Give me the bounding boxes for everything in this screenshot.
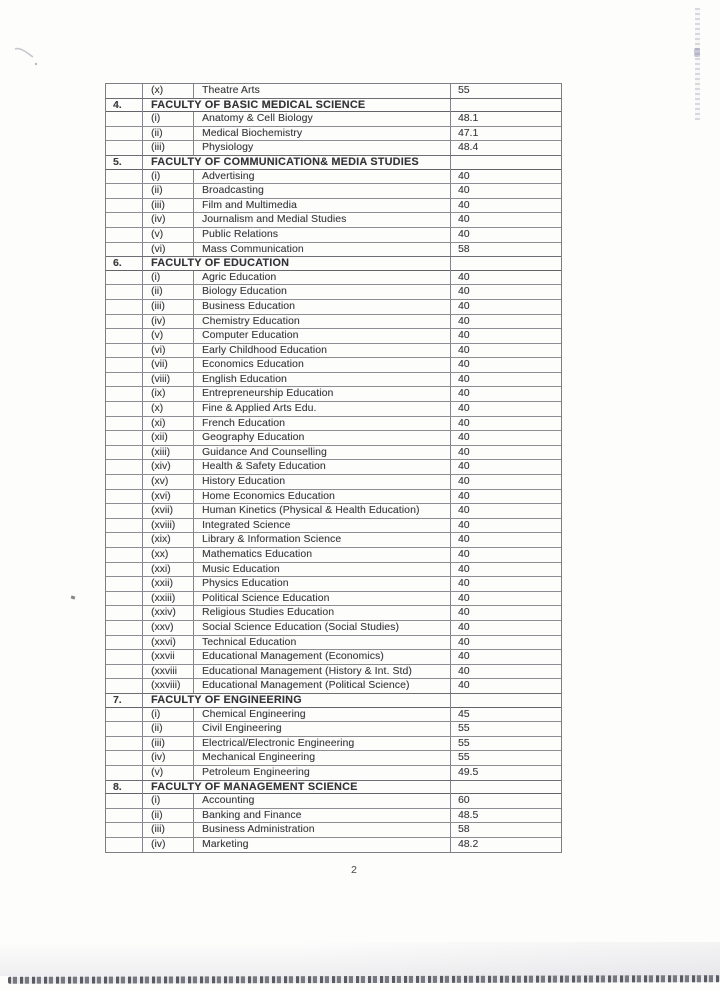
department-row <box>106 751 561 766</box>
cutoff-score <box>451 694 563 708</box>
cutoff-score: 40 <box>458 330 470 342</box>
cutoff-marks-table <box>105 83 562 853</box>
department-name: Entrepreneurship Education <box>194 387 451 401</box>
cutoff-score: 40 <box>458 636 470 648</box>
department-row <box>106 315 561 330</box>
cutoff-score: 40 <box>458 271 470 283</box>
cutoff-score: 40 <box>458 534 470 546</box>
department-row <box>106 592 561 607</box>
department-name: Technical Education <box>194 636 451 650</box>
serial-number <box>106 592 143 606</box>
department-row <box>106 708 561 723</box>
serial-number <box>106 722 143 736</box>
serial-number <box>106 285 143 299</box>
department-numeral: (viii) <box>143 373 194 387</box>
department-name: History Education <box>194 475 451 489</box>
department-name: Guidance And Counselling <box>194 446 451 460</box>
department-name: Early Childhood Education <box>194 344 451 358</box>
serial-number <box>106 112 143 126</box>
faculty-row <box>106 98 561 113</box>
cutoff-score <box>451 781 563 795</box>
department-row <box>106 170 561 185</box>
serial-number <box>106 170 143 184</box>
faculty-name: FACULTY OF EDUCATION <box>143 257 451 271</box>
serial-number <box>106 84 143 98</box>
cutoff-score: 40 <box>458 592 470 604</box>
cutoff-score: 40 <box>458 446 470 458</box>
serial-number <box>106 446 143 460</box>
serial-number: 6. <box>106 257 143 271</box>
cutoff-score <box>451 257 563 271</box>
serial-number <box>106 417 143 431</box>
department-numeral: (ii) <box>143 722 194 736</box>
department-name: Broadcasting <box>194 184 451 198</box>
department-numeral: (v) <box>143 766 194 780</box>
scan-edge-band <box>8 975 720 983</box>
department-numeral: (vi) <box>143 344 194 358</box>
department-name: Banking and Finance <box>194 809 451 823</box>
cutoff-score: 40 <box>458 373 470 385</box>
serial-number <box>106 809 143 823</box>
faculty-name: FACULTY OF ENGINEERING <box>143 694 451 708</box>
serial-number <box>106 373 143 387</box>
serial-number <box>106 431 143 445</box>
serial-number <box>106 548 143 562</box>
department-row <box>106 794 561 809</box>
department-row <box>106 373 561 388</box>
department-name: Marketing <box>194 838 451 853</box>
cutoff-score: 40 <box>458 578 470 590</box>
department-name: Chemistry Education <box>194 315 451 329</box>
cutoff-score: 40 <box>458 607 470 619</box>
serial-number <box>106 271 143 285</box>
department-name: Agric Education <box>194 271 451 285</box>
serial-number: 4. <box>106 99 143 113</box>
department-row <box>106 504 561 519</box>
department-numeral: (xvii) <box>143 504 194 518</box>
serial-number <box>106 665 143 679</box>
department-numeral: (xvi) <box>143 490 194 504</box>
department-name: Physiology <box>194 141 451 155</box>
department-numeral: (xxv) <box>143 621 194 635</box>
serial-number <box>106 228 143 242</box>
serial-number <box>106 823 143 837</box>
cutoff-score: 40 <box>458 476 470 488</box>
department-numeral: (i) <box>143 708 194 722</box>
cutoff-score: 47.1 <box>458 127 479 139</box>
department-numeral: (i) <box>143 271 194 285</box>
department-row <box>106 184 561 199</box>
serial-number <box>106 243 143 257</box>
cutoff-score: 40 <box>458 417 470 429</box>
department-numeral: (ii) <box>143 127 194 141</box>
cutoff-score: 40 <box>458 680 470 692</box>
department-row <box>106 577 561 592</box>
department-name: Human Kinetics (Physical & Health Education) <box>194 504 451 518</box>
department-row <box>106 636 561 651</box>
department-name: Public Relations <box>194 228 451 242</box>
serial-number <box>106 636 143 650</box>
department-name: Mathematics Education <box>194 548 451 562</box>
department-numeral: (ii) <box>143 809 194 823</box>
department-name: Mechanical Engineering <box>194 751 451 765</box>
cutoff-score: 60 <box>458 795 470 807</box>
department-name: Anatomy & Cell Biology <box>194 112 451 126</box>
department-row <box>106 431 561 446</box>
department-numeral: (xiii) <box>143 446 194 460</box>
serial-number <box>106 766 143 780</box>
serial-number: 8. <box>106 781 143 795</box>
department-name: Political Science Education <box>194 592 451 606</box>
department-name: Accounting <box>194 794 451 808</box>
department-name: Civil Engineering <box>194 722 451 736</box>
department-numeral: (vi) <box>143 243 194 257</box>
department-numeral: (iv) <box>143 213 194 227</box>
department-name: Social Science Education (Social Studies) <box>194 621 451 635</box>
cutoff-score: 40 <box>458 359 470 371</box>
department-name: Library & Information Science <box>194 533 451 547</box>
department-name: Health & Safety Education <box>194 460 451 474</box>
department-row <box>106 766 561 781</box>
department-row <box>106 112 561 127</box>
serial-number <box>106 751 143 765</box>
department-numeral: (xx) <box>143 548 194 562</box>
scan-shadow-bottom <box>0 942 720 976</box>
cutoff-score: 58 <box>458 243 470 255</box>
serial-number <box>106 387 143 401</box>
cutoff-score: 40 <box>458 214 470 226</box>
faculty-row <box>106 256 561 271</box>
department-row <box>106 823 561 838</box>
department-numeral: (xxiii) <box>143 592 194 606</box>
cutoff-score <box>451 99 563 113</box>
department-name: Educational Management (Political Science) <box>194 679 451 693</box>
serial-number <box>106 838 143 853</box>
department-row <box>106 737 561 752</box>
cutoff-score: 40 <box>458 344 470 356</box>
department-numeral: (iv) <box>143 315 194 329</box>
department-name: Integrated Science <box>194 519 451 533</box>
cutoff-score: 48.2 <box>458 838 479 850</box>
department-numeral: (iii) <box>143 141 194 155</box>
department-numeral: (iii) <box>143 199 194 213</box>
cutoff-score: 40 <box>458 490 470 502</box>
cutoff-score: 40 <box>458 563 470 575</box>
department-row <box>106 838 561 853</box>
cutoff-score: 40 <box>458 665 470 677</box>
serial-number <box>106 490 143 504</box>
department-name: Economics Education <box>194 358 451 372</box>
cutoff-score: 40 <box>458 170 470 182</box>
cutoff-score <box>451 156 563 170</box>
serial-number <box>106 358 143 372</box>
department-numeral: (xxiv) <box>143 606 194 620</box>
department-numeral: (v) <box>143 329 194 343</box>
cutoff-score: 40 <box>458 228 470 240</box>
department-row <box>106 665 561 680</box>
department-row <box>106 300 561 315</box>
department-numeral: (xxvi) <box>143 636 194 650</box>
cutoff-score: 58 <box>458 824 470 836</box>
department-name: Geography Education <box>194 431 451 445</box>
cutoff-score: 48.5 <box>458 809 479 821</box>
department-numeral: (xii) <box>143 431 194 445</box>
department-numeral: (iii) <box>143 823 194 837</box>
department-numeral: (iii) <box>143 300 194 314</box>
cutoff-score: 40 <box>458 432 470 444</box>
department-row <box>106 548 561 563</box>
department-name: Petroleum Engineering <box>194 766 451 780</box>
serial-number <box>106 213 143 227</box>
department-numeral: (iii) <box>143 737 194 751</box>
department-name: Computer Education <box>194 329 451 343</box>
serial-number <box>106 199 143 213</box>
department-numeral: (x) <box>143 402 194 416</box>
serial-number <box>106 184 143 198</box>
serial-number <box>106 519 143 533</box>
cutoff-score: 55 <box>458 85 470 96</box>
faculty-row <box>106 780 561 795</box>
cutoff-score: 48.1 <box>458 113 479 125</box>
department-numeral: (i) <box>143 112 194 126</box>
cutoff-score: 55 <box>458 737 470 749</box>
department-row <box>106 243 561 258</box>
department-row <box>106 809 561 824</box>
serial-number <box>106 344 143 358</box>
department-row <box>106 679 561 694</box>
serial-number <box>106 621 143 635</box>
department-row <box>106 490 561 505</box>
department-name: Biology Education <box>194 285 451 299</box>
cutoff-score: 40 <box>458 505 470 517</box>
department-name: Mass Communication <box>194 243 451 257</box>
department-name: Fine & Applied Arts Edu. <box>194 402 451 416</box>
serial-number <box>106 737 143 751</box>
department-numeral: (xi) <box>143 417 194 431</box>
serial-number <box>106 460 143 474</box>
department-numeral: (v) <box>143 228 194 242</box>
cutoff-score: 48.4 <box>458 142 479 154</box>
pencil-mark <box>12 44 46 72</box>
department-row <box>106 519 561 534</box>
department-numeral: (xviii) <box>143 519 194 533</box>
serial-number: 7. <box>106 694 143 708</box>
cutoff-score: 40 <box>458 621 470 633</box>
page-number: 2 <box>351 864 357 876</box>
department-numeral: (xxviii <box>143 665 194 679</box>
department-row <box>106 285 561 300</box>
margin-mark-dot <box>71 595 76 599</box>
scan-bleedthrough-right-edge <box>695 8 700 120</box>
department-name: Film and Multimedia <box>194 199 451 213</box>
serial-number <box>106 141 143 155</box>
department-row <box>106 460 561 475</box>
cutoff-score: 40 <box>458 286 470 298</box>
department-name: Journalism and Medial Studies <box>194 213 451 227</box>
department-name: Electrical/Electronic Engineering <box>194 737 451 751</box>
serial-number <box>106 606 143 620</box>
serial-number <box>106 533 143 547</box>
cutoff-score: 40 <box>458 315 470 327</box>
department-row <box>106 402 561 417</box>
department-row <box>106 606 561 621</box>
serial-number <box>106 794 143 808</box>
department-row <box>106 533 561 548</box>
department-name: Business Education <box>194 300 451 314</box>
department-numeral: (iv) <box>143 838 194 853</box>
cutoff-score: 40 <box>458 651 470 663</box>
cutoff-score: 40 <box>458 403 470 415</box>
department-row <box>106 650 561 665</box>
department-name: French Education <box>194 417 451 431</box>
department-numeral: (ii) <box>143 285 194 299</box>
faculty-name: FACULTY OF MANAGEMENT SCIENCE <box>143 781 451 795</box>
faculty-row <box>106 155 561 170</box>
department-row <box>106 228 561 243</box>
department-name: Religious Studies Education <box>194 606 451 620</box>
serial-number <box>106 402 143 416</box>
department-name: Advertising <box>194 170 451 184</box>
cutoff-score: 40 <box>458 461 470 473</box>
cutoff-score: 40 <box>458 519 470 531</box>
faculty-row <box>106 693 561 708</box>
department-row <box>106 417 561 432</box>
department-row <box>106 141 561 156</box>
department-row <box>106 344 561 359</box>
department-name: English Education <box>194 373 451 387</box>
department-numeral: (iv) <box>143 751 194 765</box>
cutoff-score: 40 <box>458 549 470 560</box>
serial-number <box>106 315 143 329</box>
cutoff-score: 40 <box>458 300 470 312</box>
cutoff-score: 40 <box>458 185 470 197</box>
cutoff-score: 55 <box>458 752 470 764</box>
department-row <box>106 475 561 490</box>
department-numeral: (xxvii <box>143 650 194 664</box>
faculty-name: FACULTY OF BASIC MEDICAL SCIENCE <box>143 99 451 113</box>
cutoff-score: 49.5 <box>458 766 479 778</box>
department-numeral: (vii) <box>143 358 194 372</box>
cutoff-score: 45 <box>458 708 470 720</box>
cutoff-score: 40 <box>458 199 470 211</box>
department-numeral: (ii) <box>143 184 194 198</box>
department-numeral: (xv) <box>143 475 194 489</box>
faculty-name: FACULTY OF COMMUNICATION& MEDIA STUDIES <box>143 156 451 170</box>
serial-number <box>106 504 143 518</box>
department-row <box>106 127 561 142</box>
serial-number <box>106 679 143 693</box>
department-row <box>106 722 561 737</box>
department-name: Chemical Engineering <box>194 708 451 722</box>
department-row <box>106 563 561 578</box>
department-row <box>106 387 561 402</box>
department-row <box>106 199 561 214</box>
serial-number <box>106 475 143 489</box>
department-name: Business Administration <box>194 823 451 837</box>
department-row <box>106 84 561 99</box>
department-numeral: (i) <box>143 794 194 808</box>
department-row <box>106 329 561 344</box>
department-name: Home Economics Education <box>194 490 451 504</box>
department-row <box>106 621 561 636</box>
department-name: Educational Management (Economics) <box>194 650 451 664</box>
serial-number <box>106 577 143 591</box>
serial-number <box>106 300 143 314</box>
serial-number: 5. <box>106 156 143 170</box>
department-row <box>106 446 561 461</box>
department-numeral: (xix) <box>143 533 194 547</box>
department-name: Educational Management (History & Int. Std) <box>194 665 451 679</box>
serial-number <box>106 329 143 343</box>
department-row <box>106 213 561 228</box>
department-name: Physics Education <box>194 577 451 591</box>
department-numeral: (xxviii) <box>143 679 194 693</box>
cutoff-score: 40 <box>458 388 470 400</box>
serial-number <box>106 650 143 664</box>
department-numeral: (xxi) <box>143 563 194 577</box>
serial-number <box>106 563 143 577</box>
department-name: Theatre Arts <box>194 84 451 98</box>
department-numeral: (x) <box>143 84 194 98</box>
department-numeral: (xxii) <box>143 577 194 591</box>
department-name: Music Education <box>194 563 451 577</box>
department-numeral: (i) <box>143 170 194 184</box>
department-row <box>106 358 561 373</box>
department-numeral: (ix) <box>143 387 194 401</box>
department-name: Medical Biochemistry <box>194 127 451 141</box>
department-row <box>106 271 561 286</box>
department-numeral: (xiv) <box>143 460 194 474</box>
serial-number <box>106 127 143 141</box>
serial-number <box>106 708 143 722</box>
cutoff-score: 55 <box>458 723 470 735</box>
